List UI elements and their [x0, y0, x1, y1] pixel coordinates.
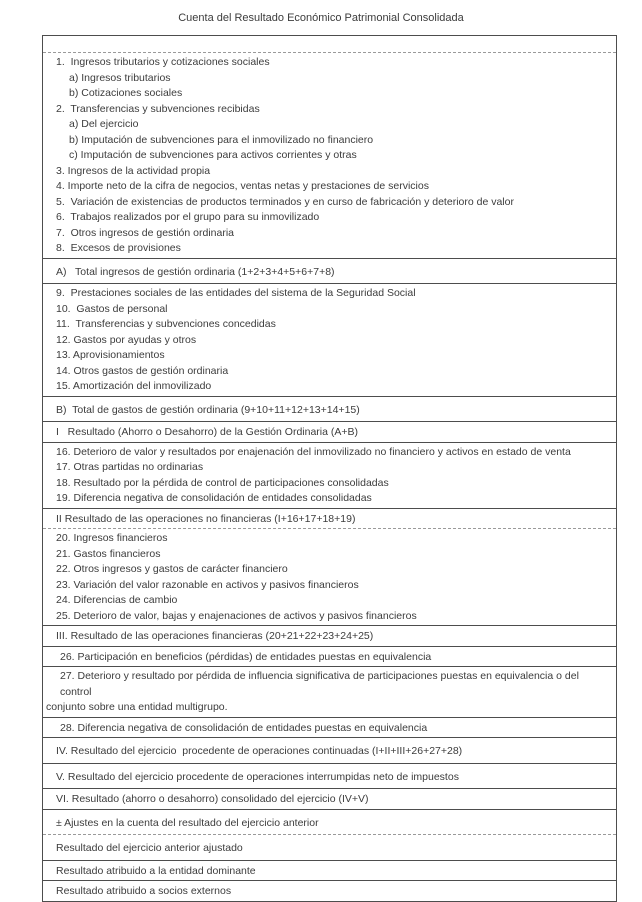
line-item-1a: a) Ingresos tributarios	[69, 71, 171, 84]
block-non-ordinary-items	[43, 442, 616, 508]
row-total-a	[43, 258, 616, 284]
row-result-vi	[43, 788, 616, 809]
line-item-9: 9. Prestaciones sociales de las entidades del sistema de la Seguridad Social	[56, 287, 416, 299]
row-item-26	[43, 646, 616, 667]
line-item-12: 12. Gastos por ayudas y otros	[56, 333, 197, 346]
line-item-4: 4. Importe neto de la cifra de negocios, ventas netas y prestaciones de servicios	[56, 180, 429, 192]
line-item-22: 22. Otros ingresos y gastos de carácter financiero	[56, 563, 288, 575]
blank-header-row	[43, 36, 616, 52]
line-item-19: 19. Diferencia negativa de consolidación de entidades consolidadas	[56, 492, 372, 504]
row-attributed-external-partners	[43, 880, 616, 901]
line-item-23: 23. Variación del valor razonable en activos y pasivos financieros	[56, 578, 359, 591]
line-result-vi: VI. Resultado (ahorro o desahorro) consolidado del ejercicio (IV+V)	[56, 793, 369, 805]
line-item-24: 24. Diferencias de cambio	[56, 594, 178, 606]
line-result-ii: II Resultado de las operaciones no financieras (I+16+17+18+19)	[56, 512, 356, 525]
row-adjusted-prior-result	[43, 834, 616, 860]
line-item-17: 17. Otras partidas no ordinarias	[56, 461, 204, 473]
line-item-20: 20. Ingresos financieros	[56, 532, 168, 544]
line-result-i: I Resultado (Ahorro o Desahorro) de la Gestión Ordinaria (A+B)	[56, 426, 359, 438]
line-total-a: A) Total ingresos de gestión ordinaria (1+2+3+4+5+6+7+8)	[56, 265, 335, 278]
line-item-8: 8. Excesos de provisiones	[56, 242, 181, 254]
line-total-b: B) Total de gastos de gestión ordinaria (9+10+11+12+13+14+15)	[56, 403, 360, 416]
row-adjustments-prior-year	[43, 809, 616, 835]
line-item-2: 2. Transferencias y subvenciones recibidas	[56, 102, 260, 115]
line-item-18: 18. Resultado por la pérdida de control de participaciones consolidadas	[56, 476, 389, 489]
block-financial-items	[43, 528, 616, 625]
line-item-2c: c) Imputación de subvenciones para activos corrientes y otras	[69, 149, 357, 161]
row-result-ii	[43, 508, 616, 529]
line-result-v: V. Resultado del ejercicio procedente de operaciones interrumpidas neto de impuestos	[56, 770, 459, 783]
line-adjusted-prior-result: Resultado del ejercicio anterior ajustado	[56, 842, 243, 854]
line-item-2b: b) Imputación de subvenciones para el inmovilizado no financiero	[69, 133, 374, 146]
line-item-27-first: 27. Deterioro y resultado por pérdida de influencia significativa de participaciones puestas en equivalencia o del control	[60, 670, 582, 698]
row-result-iv	[43, 737, 616, 763]
row-result-v	[43, 763, 616, 789]
line-item-1b: b) Cotizaciones sociales	[69, 87, 183, 99]
block-ordinary-income	[43, 52, 616, 258]
line-result-iv: IV. Resultado del ejercicio procedente de operaciones continuadas (I+II+III+26+27+28)	[56, 745, 463, 757]
statement-table	[42, 35, 617, 902]
line-attributed-parent-entity: Resultado atribuido a la entidad dominante	[56, 864, 256, 877]
document-title: Cuenta del Resultado Económico Patrimonial Consolidada	[178, 12, 464, 24]
line-item-2a: a) Del ejercicio	[69, 118, 139, 130]
row-item-28	[43, 717, 616, 738]
line-item-25: 25. Deterioro de valor, bajas y enajenaciones de activos y pasivos financieros	[56, 609, 417, 622]
line-adjustments-prior-year: ± Ajustes en la cuenta del resultado del ejercicio anterior	[56, 816, 319, 829]
line-item-16: 16. Deterioro de valor y resultados por enajenación del inmovilizado no financiero y activos en estado de venta	[56, 445, 571, 458]
line-item-11: 11. Transferencias y subvenciones concedidas	[56, 318, 276, 330]
line-item-14: 14. Otros gastos de gestión ordinaria	[56, 364, 229, 377]
line-item-6: 6. Trabajos realizados por el grupo para su inmovilizado	[56, 211, 320, 223]
line-item-7: 7. Otros ingresos de gestión ordinaria	[56, 226, 235, 239]
row-attributed-parent-entity	[43, 860, 616, 881]
row-result-iii	[43, 625, 616, 646]
block-ordinary-expenses	[43, 283, 616, 396]
line-item-10: 10. Gastos de personal	[56, 302, 168, 315]
line-item-28: 28. Diferencia negativa de consolidación de entidades puestas en equivalencia	[60, 721, 428, 734]
line-item-13: 13. Aprovisionamientos	[56, 349, 165, 361]
row-result-i	[43, 421, 616, 442]
line-item-1: 1. Ingresos tributarios y cotizaciones sociales	[56, 56, 270, 68]
line-item-5: 5. Variación de existencias de productos terminados y en curso de fabricación y deterioro de valor	[56, 195, 514, 208]
line-item-21: 21. Gastos financieros	[56, 547, 161, 560]
line-attributed-external-partners: Resultado atribuido a socios externos	[56, 885, 232, 897]
line-item-27-continuation: conjunto sobre una entidad multigrupo.	[46, 701, 228, 713]
line-item-26: 26. Participación en beneficios (pérdidas) de entidades puestas en equivalencia	[60, 650, 432, 663]
line-item-3: 3. Ingresos de la actividad propia	[56, 164, 211, 177]
line-result-iii: III. Resultado de las operaciones financieras (20+21+22+23+24+25)	[56, 630, 374, 642]
row-item-27	[43, 666, 616, 717]
row-total-b	[43, 396, 616, 422]
line-item-15: 15. Amortización del inmovilizado	[56, 380, 212, 392]
